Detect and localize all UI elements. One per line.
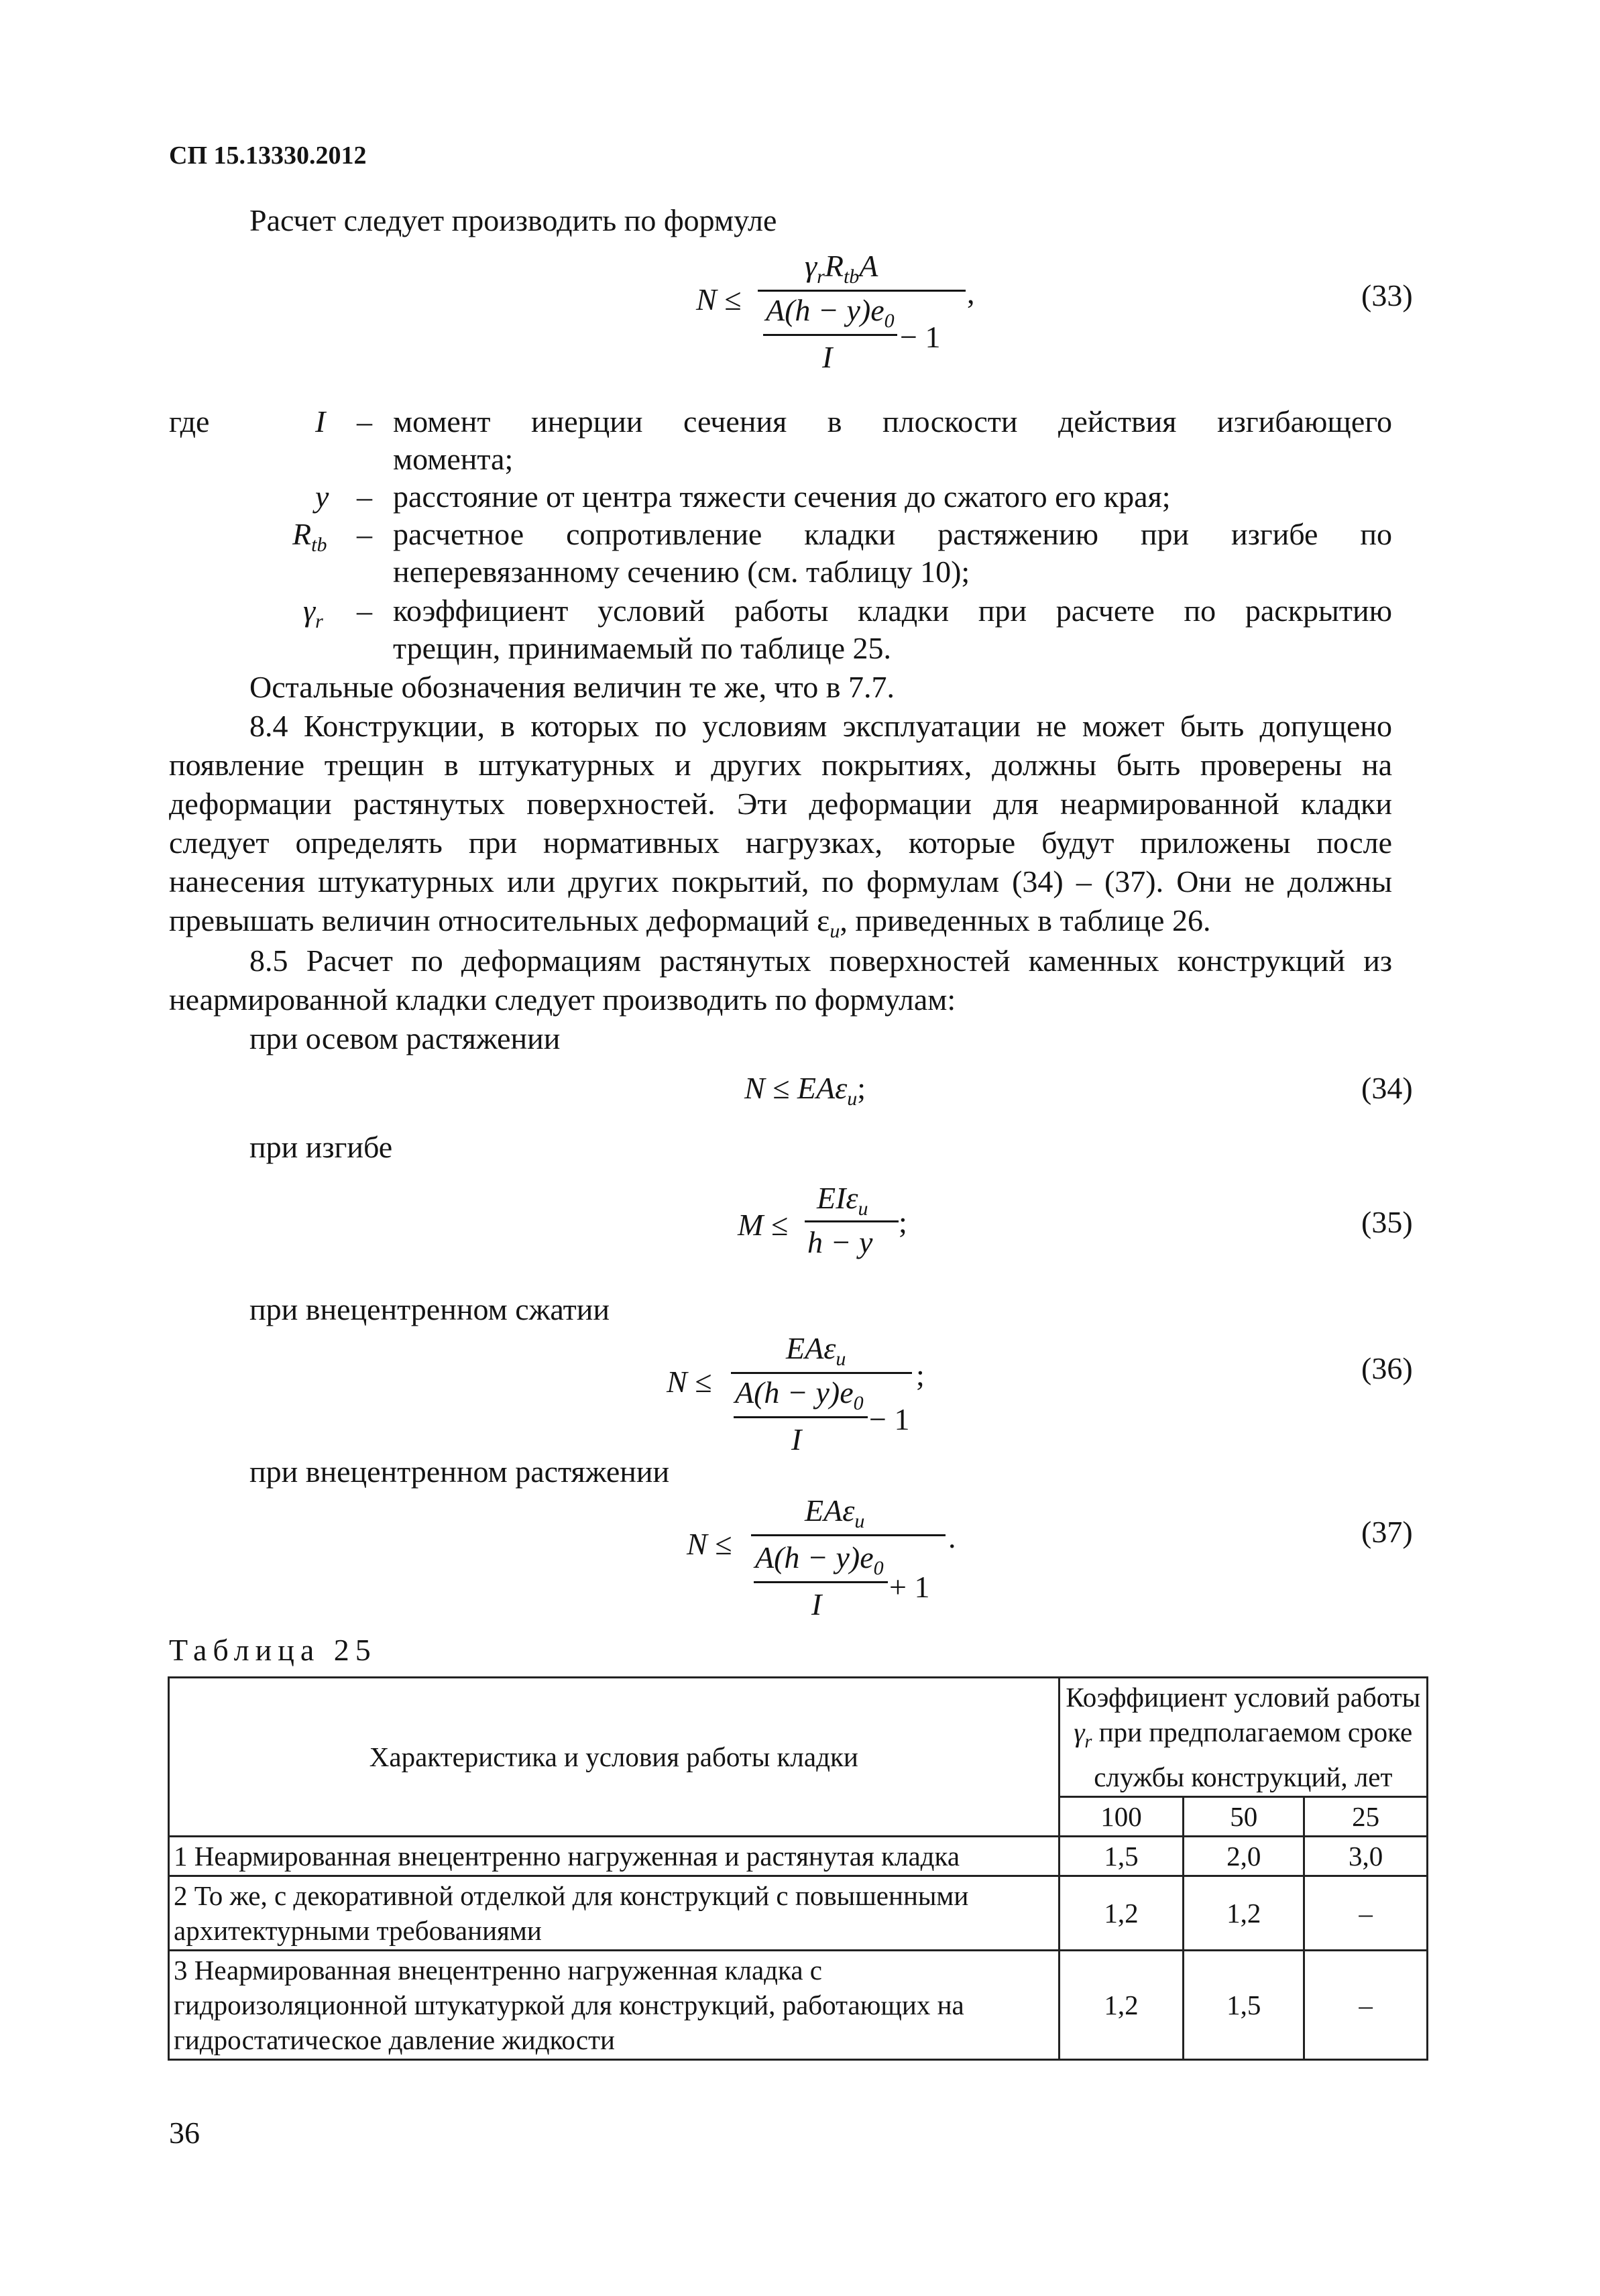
table-header-coefficient: Коэффициент условий работы $\gamma_r$ при предполагаемом сроке службы конструкций, лет bbox=[1059, 1678, 1427, 1797]
where-dash-3: – bbox=[357, 517, 372, 551]
eq36-tail: ; bbox=[916, 1358, 925, 1392]
table-header-characteristic: Характеристика и условия работы кладки bbox=[169, 1678, 1060, 1837]
table-cell-100: 1,2 bbox=[1059, 1951, 1184, 2060]
where-rest: Остальные обозначения величин те же, что в 7.7. bbox=[249, 670, 895, 704]
eq35-denominator: h − y bbox=[807, 1225, 873, 1259]
p84-line-6: превышать величин относительных деформаций $\varepsilon_u$, приведенных в таблице 26. bbox=[169, 903, 1211, 943]
table-row bbox=[169, 1837, 1428, 1876]
eq37-tail: . bbox=[948, 1520, 956, 1554]
eq36-label: (36) bbox=[1361, 1351, 1413, 1385]
eq33-main-bar bbox=[758, 290, 966, 292]
eq36-lhs: N ≤ bbox=[667, 1365, 712, 1399]
table-cell-25: – bbox=[1304, 1951, 1428, 2060]
eq36-inner-bar bbox=[734, 1416, 868, 1418]
table-row bbox=[169, 1951, 1428, 2060]
eq33-den-bottom: I bbox=[822, 340, 833, 374]
p84-line-2: появление трещин в штукатурных и других покрытиях, должны быть проверены на bbox=[169, 748, 1392, 782]
case-ecc-tens: при внецентренном растяжении bbox=[249, 1454, 670, 1489]
eq37-den-tail: + 1 bbox=[889, 1570, 930, 1604]
where-def-I-line2: момента; bbox=[393, 442, 514, 476]
eq37-lhs: N ≤ bbox=[687, 1527, 732, 1561]
eq34-label: (34) bbox=[1361, 1071, 1413, 1105]
table-caption: Таблица 25 bbox=[169, 1633, 377, 1667]
page-number: 36 bbox=[169, 2116, 200, 2150]
eq33-numerator: $\gamma_rR_{tb}A$ bbox=[805, 249, 878, 288]
eq33-lhs: N ≤ bbox=[696, 282, 742, 317]
intro-text: Расчет следует производить по формуле bbox=[249, 203, 777, 237]
p85-line-2: неармированной кладки следует производить по формулам: bbox=[169, 982, 956, 1017]
eq36-main-bar bbox=[731, 1372, 912, 1374]
eq37-main-bar bbox=[751, 1534, 946, 1536]
where-dash-2: – bbox=[357, 479, 372, 514]
where-def-Rtb-line1: расчетное сопротивление кладки растяжению при изгибе по bbox=[393, 517, 1392, 551]
eq33-den-top: $A(h - y)e_0$ bbox=[766, 293, 895, 333]
where-def-y: расстояние от центра тяжести сечения до сжатого его края; bbox=[393, 479, 1171, 514]
table-cell-100: 1,5 bbox=[1059, 1837, 1184, 1876]
equation-33 bbox=[691, 248, 975, 389]
p84-line-3: деформации растянутых поверхностей. Эти деформации для неармированной кладки bbox=[169, 787, 1392, 821]
table-header-year-25: 25 bbox=[1304, 1797, 1428, 1837]
p84-line-5: нанесения штукатурных или других покрытий, по формулам (34) – (37). Они не должны bbox=[169, 864, 1392, 899]
table-cell-25: 3,0 bbox=[1304, 1837, 1428, 1876]
equation-35 bbox=[738, 1180, 912, 1281]
p84-line-1: 8.4 Конструкции, в которых по условиям эксплуатации не может быть допущено bbox=[249, 709, 1392, 743]
case-axial: при осевом растяжении bbox=[249, 1021, 561, 1055]
p84-line-4: следует определять при нормативных нагрузках, которые будут приложены после bbox=[169, 825, 1392, 860]
where-sym-I: I bbox=[315, 404, 326, 439]
table-header-year-100: 100 bbox=[1059, 1797, 1184, 1837]
where-def-I-line1: момент инерции сечения в плоскости действия изгибающего bbox=[393, 404, 1392, 439]
table-cell-25: – bbox=[1304, 1876, 1428, 1951]
table-row-text: 2 То же, с декоративной отделкой для конструкций с повышенными архитектурными требованиями bbox=[169, 1876, 1060, 1951]
where-dash-4: – bbox=[357, 593, 372, 628]
where-sym-y: y bbox=[315, 479, 329, 514]
eq36-numerator: EAε$_u$ bbox=[786, 1331, 846, 1371]
where-def-gamma-line1: коэффициент условий работы кладки при расчете по раскрытию bbox=[393, 593, 1392, 628]
eq37-inner-bar bbox=[754, 1581, 888, 1583]
eq36-den-bottom: I bbox=[791, 1422, 802, 1456]
table-25 bbox=[168, 1676, 1428, 2061]
eq37-den-bottom: I bbox=[811, 1587, 822, 1621]
eq37-numerator: EAε$_u$ bbox=[805, 1493, 865, 1533]
where-word: где bbox=[169, 404, 210, 439]
p85-line-1: 8.5 Расчет по деформациям растянутых поверхностей каменных конструкций из bbox=[249, 943, 1392, 978]
eq35-label: (35) bbox=[1361, 1205, 1413, 1239]
table-cell-50: 1,5 bbox=[1184, 1951, 1304, 2060]
table-cell-50: 1,2 bbox=[1184, 1876, 1304, 1951]
table-row-text: 3 Неармированная внецентренно нагруженная кладка с гидроизоляционной штукатуркой для конструкций, работающих на гидростатическое давление жидкости bbox=[169, 1951, 1060, 2060]
eq35-tail: ; bbox=[899, 1205, 907, 1239]
equation-37 bbox=[684, 1493, 966, 1633]
equation-34: N ≤ EAε$_u$; bbox=[744, 1071, 866, 1110]
table-row-text: 1 Неармированная внецентренно нагруженная и растянутая кладка bbox=[169, 1837, 1060, 1876]
eq33-inner-bar bbox=[763, 334, 897, 336]
case-ecc-comp: при внецентренном сжатии bbox=[249, 1292, 610, 1326]
eq35-numerator: EIε$_u$ bbox=[817, 1181, 868, 1220]
document-code: СП 15.13330.2012 bbox=[169, 141, 367, 170]
where-sym-Rtb: $R_{tb}$ bbox=[292, 517, 327, 557]
table-header-year-50: 50 bbox=[1184, 1797, 1304, 1837]
case-bending: при изгибе bbox=[249, 1130, 393, 1164]
eq33-comma: , bbox=[967, 276, 975, 310]
eq36-den-tail: − 1 bbox=[869, 1402, 910, 1436]
where-def-gamma-line2: трещин, принимаемый по таблице 25. bbox=[393, 631, 892, 665]
where-dash-1: – bbox=[357, 404, 372, 439]
eq35-lhs: M ≤ bbox=[738, 1208, 789, 1242]
table-cell-50: 2,0 bbox=[1184, 1837, 1304, 1876]
eq35-bar bbox=[805, 1220, 899, 1222]
eq37-label: (37) bbox=[1361, 1515, 1413, 1549]
where-def-Rtb-line2: неперевязанному сечению (см. таблицу 10); bbox=[393, 555, 970, 589]
eq37-den-top: $A(h - y)e_0$ bbox=[755, 1540, 884, 1580]
eq33-label: (33) bbox=[1361, 278, 1413, 312]
table-cell-100: 1,2 bbox=[1059, 1876, 1184, 1951]
table-row bbox=[169, 1876, 1428, 1951]
where-sym-gamma-r: $\gamma_r$ bbox=[303, 593, 323, 633]
eq36-den-top: $A(h - y)e_0$ bbox=[735, 1375, 864, 1415]
eq33-den-tail: − 1 bbox=[900, 320, 941, 354]
equation-36 bbox=[664, 1330, 946, 1471]
